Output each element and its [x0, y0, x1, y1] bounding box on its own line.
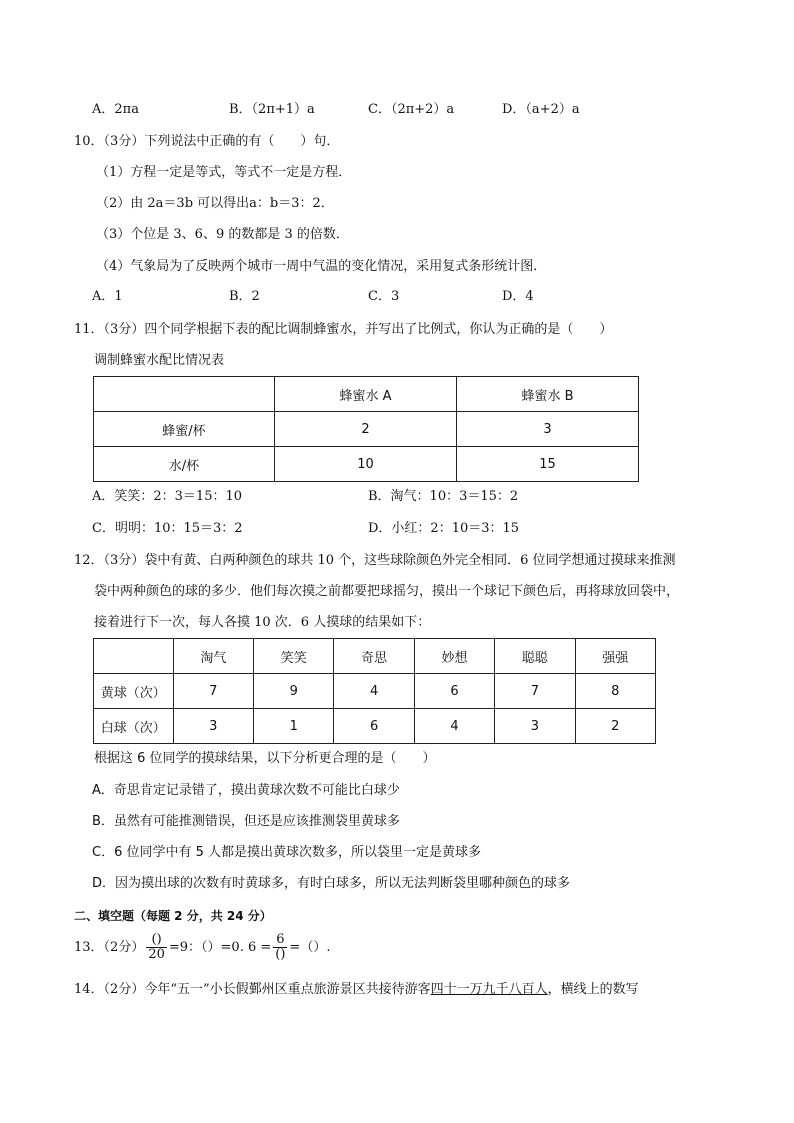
q12-table-header-cell: 妙想 [414, 639, 494, 674]
q10-item-2: （2）由 2a＝3b 可以得出a：b＝3：2． [96, 196, 334, 211]
q12-table-cell: 白球（次） [94, 709, 174, 744]
q11-table-header-cell [94, 377, 275, 412]
q10-option-c: C．3 [368, 289, 400, 304]
q11-table-cell: 2 [275, 412, 457, 447]
q11-table-cell: 蜂蜜/杯 [94, 412, 275, 447]
q12-table-cell: 3 [173, 709, 253, 744]
q12-stem-line-1: 12．（3分）袋中有黄、白两种颜色的球共 10 个，这些球除颜色外完全相同．6 位同学想通过摸球来推测 [74, 553, 676, 568]
q13-frac1-denominator: 20 [148, 947, 165, 962]
q9-option-b: B．（2π+1）a [229, 102, 315, 117]
q12-table-header-cell: 聪聪 [495, 639, 575, 674]
q14-suffix: ，横线上的数写 [547, 982, 639, 997]
q13-fraction-2 [273, 933, 287, 962]
q10-item-3: （3）个位是 3、6、9 的数都是 3 的倍数． [96, 227, 349, 242]
q12-table-header-cell: 奇思 [334, 639, 414, 674]
q12-table-cell: 9 [254, 674, 334, 709]
q10-option-b: B．2 [229, 289, 260, 304]
q11-table-cell: 水/杯 [94, 447, 275, 482]
q14-underlined-number: 四十一万九千八百人 [430, 982, 548, 997]
q12-table-cell: 6 [334, 709, 414, 744]
q11-stem: 11．（3分）四个同学根据下表的配比调制蜂蜜水，并写出了比例式，你认为正确的是（ ） [74, 322, 613, 337]
q13-frac2-numerator: 6 [273, 933, 287, 948]
q12-table-cell: 黄球（次） [94, 674, 174, 709]
q13-line [74, 932, 330, 964]
q13-frac2-denominator: () [275, 947, 286, 962]
q9-option-a: A．2πa [92, 102, 139, 117]
q11-table-header-cell: 蜂蜜水 A [275, 377, 457, 412]
q12-table-cell: 6 [414, 674, 494, 709]
q11-table-cell: 15 [456, 447, 638, 482]
q12-stem-line-3: 接着进行下一次，每人各摸 10 次．6 人摸球的结果如下： [94, 615, 431, 630]
q11-option-d: D．小红：2：10＝3：15 [368, 521, 520, 536]
q12-table-header-cell [94, 639, 174, 674]
q11-option-c: C．明明：10：15＝3：2 [92, 521, 243, 536]
q12-option-b: B．虽然有可能推测错误，但还是应该推测袋里黄球多 [92, 814, 400, 829]
q12-table-header-cell: 强强 [575, 639, 655, 674]
q13-fraction-1 [146, 933, 167, 962]
q11-table [93, 376, 639, 482]
section-title: 二、填空题（每题 2 分，共 24 分） [74, 909, 272, 923]
q12-option-c: C．6 位同学中有 5 人都是摸出黄球次数多，所以袋里一定是黄球多 [92, 845, 482, 860]
q12-option-a: A．奇思肯定记录错了，摸出黄球次数不可能比白球少 [92, 783, 400, 798]
q10-option-d: D．4 [502, 289, 534, 304]
q12-table-header-cell: 笑笑 [254, 639, 334, 674]
q12-table-cell: 3 [495, 709, 575, 744]
q14-line [74, 982, 639, 998]
q13-prefix: 13．（2分） [74, 940, 145, 955]
q13-mid: =9：（）=0. 6 = [168, 940, 272, 955]
q12-table-cell: 4 [414, 709, 494, 744]
q10-item-1: （1）方程一定是等式，等式不一定是方程． [96, 165, 352, 180]
q11-table-cell: 10 [275, 447, 457, 482]
q12-table-cell: 7 [173, 674, 253, 709]
q13-frac1-numerator: () [146, 933, 167, 948]
q12-table-cell: 4 [334, 674, 414, 709]
q11-option-b: B．淘气：10：3＝15：2 [368, 489, 519, 504]
q12-table-header-cell: 淘气 [173, 639, 253, 674]
q14-prefix: 14．（2分）今年“五一”小长假鄞州区重点旅游景区共接待游客 [74, 982, 431, 997]
q12-table-cell: 1 [254, 709, 334, 744]
q12-table-cell: 8 [575, 674, 655, 709]
q12-table [93, 638, 656, 744]
q10-option-a: A．1 [92, 289, 123, 304]
q12-option-d: D．因为摸出球的次数有时黄球多，有时白球多，所以无法判断袋里哪种颜色的球多 [92, 876, 571, 891]
q9-option-d: D．（a+2）a [502, 102, 580, 117]
q10-stem: 10．（3分）下列说法中正确的有（ ）句． [74, 134, 340, 149]
q13-tail: =（）. [289, 940, 331, 955]
q12-stem-line-2: 袋中两种颜色的球的多少．他们每次摸之前都要把球摇匀，摸出一个球记下颜色后，再将球放回袋中， [94, 584, 680, 599]
q12-table-cell: 2 [575, 709, 655, 744]
q11-option-a: A．笑笑：2：3＝15：10 [92, 489, 243, 504]
q10-item-4: （4）气象局为了反映两个城市一周中气温的变化情况，采用复式条形统计图． [96, 259, 547, 274]
q11-table-header-cell: 蜂蜜水 B [456, 377, 638, 412]
q11-table-title: 调制蜂蜜水配比情况表 [94, 353, 225, 368]
q12-table-cell: 7 [495, 674, 575, 709]
q11-table-cell: 3 [456, 412, 638, 447]
q9-option-c: C．（2π+2）a [368, 102, 455, 117]
q12-question: 根据这 6 位同学的摸球结果，以下分析更合理的是（ ） [94, 751, 436, 766]
